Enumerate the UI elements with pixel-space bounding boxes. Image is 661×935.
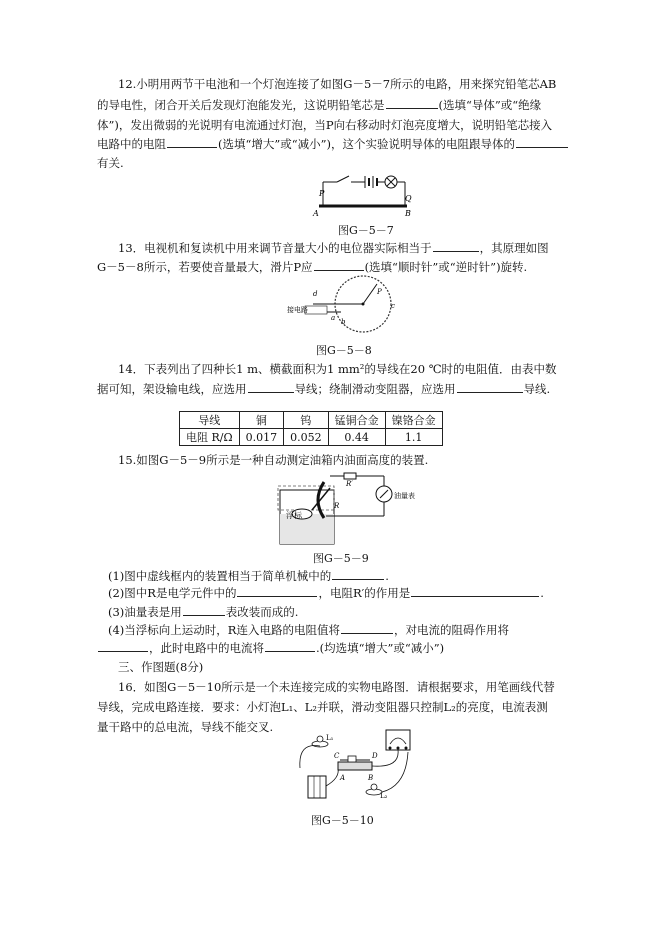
q15-blank2[interactable] bbox=[237, 585, 317, 597]
fig9-label-r1: R′ bbox=[346, 480, 353, 488]
section-heading: 三、作图题(8分) bbox=[118, 660, 204, 674]
q15-text: .(均选填“增大”或“减小”) bbox=[316, 641, 445, 655]
figure-caption: 图G－5－10 bbox=[311, 814, 374, 827]
table-cell: 电阻 R/Ω bbox=[180, 429, 240, 446]
q12-line4 bbox=[97, 136, 569, 152]
table-header: 导线 bbox=[180, 412, 240, 429]
q13-text: ，其原理如图 bbox=[479, 241, 549, 255]
q15-text: (3)油量表是用 bbox=[108, 605, 182, 619]
q16-line3: 量干路中的总电流，导线不能交叉. bbox=[97, 720, 274, 734]
fig10-label-l2: L₂ bbox=[380, 792, 388, 800]
q16-line1: 16．如图G－5－10所示是一个未连接完成的实物电路图．请根据要求，用笔画线代替 bbox=[118, 680, 555, 694]
q15-line1: 15.如图G－5－9所示是一种自动测定油箱内油面高度的装置. bbox=[118, 453, 429, 467]
q15-text: (4)当浮标向上运动时，R连入电路的电阻值将 bbox=[108, 623, 340, 637]
table-header-row bbox=[180, 412, 443, 429]
figure-caption: 图G－5－9 bbox=[313, 552, 369, 565]
figure-g5-9 bbox=[272, 470, 415, 548]
table-cell: 0.44 bbox=[328, 429, 385, 446]
q12-text: (选填“增大”或“减小”)，这个实验说明导体的电阻跟导体的 bbox=[218, 137, 515, 151]
q12-blank2[interactable] bbox=[167, 136, 217, 148]
fig8-label-d: d bbox=[313, 290, 318, 298]
fig8-label-a: a bbox=[331, 314, 336, 322]
fig8-label-c: c bbox=[391, 302, 395, 310]
figure-g5-7 bbox=[305, 166, 425, 222]
q13-text: G－5－8所示，若要使音量最大，滑片P应 bbox=[97, 260, 313, 274]
fig7-label-b: B bbox=[405, 209, 411, 218]
q15-blank3[interactable] bbox=[411, 585, 539, 597]
resistance-table bbox=[179, 411, 443, 446]
q12-blank3[interactable] bbox=[516, 136, 568, 148]
q12-line5: 有关. bbox=[97, 156, 124, 170]
q14-blank2[interactable] bbox=[457, 381, 523, 393]
q13-blank1[interactable] bbox=[433, 240, 479, 252]
q15-text: ，对电流的阻碍作用将 bbox=[393, 623, 509, 637]
q15-sub1 bbox=[108, 568, 389, 584]
q15-text: (2)图中R是电学元件中的 bbox=[108, 586, 237, 600]
q15-blank6[interactable] bbox=[98, 640, 148, 652]
table-header: 钨 bbox=[284, 412, 329, 429]
q15-blank5[interactable] bbox=[341, 622, 393, 634]
q14-line1: 14．下表列出了四种长1 m、横截面积为1 mm²的导线在20 ℃时的电阻值．由表中数 bbox=[118, 362, 557, 376]
fig8-label-p: P bbox=[377, 288, 382, 296]
q12-line2 bbox=[97, 97, 541, 113]
q12-text: 电路中的电阻 bbox=[97, 137, 166, 151]
q15-sub4 bbox=[108, 622, 509, 638]
figure-caption: 图G－5－7 bbox=[338, 224, 394, 237]
q15-blank1[interactable] bbox=[332, 568, 384, 580]
fig8-label-circuit: 接电路 bbox=[287, 306, 308, 314]
table-header: 锰铜合金 bbox=[328, 412, 385, 429]
fig7-label-q: Q bbox=[405, 194, 412, 203]
q15-blank4[interactable] bbox=[183, 604, 225, 616]
fig10-label-l1: L₁ bbox=[326, 734, 334, 742]
figure-g5-10 bbox=[290, 728, 420, 808]
q14-text: 导线. bbox=[523, 382, 551, 396]
fig9-label-float: 浮标 bbox=[286, 511, 302, 520]
q15-blank7[interactable] bbox=[265, 640, 315, 652]
q13-blank2[interactable] bbox=[314, 259, 364, 271]
fig7-label-a: A bbox=[313, 209, 319, 218]
q14-blank1[interactable] bbox=[248, 381, 294, 393]
q15-sub3 bbox=[108, 604, 298, 620]
q15-text: ，电阻R′的作用是 bbox=[318, 586, 411, 600]
fig10-label-c: C bbox=[334, 752, 340, 760]
q15-text: ，此时电路中的电流将 bbox=[149, 641, 264, 655]
table-row bbox=[180, 429, 443, 446]
q14-text: 据可知，架设输电线，应选用 bbox=[97, 382, 247, 396]
q16-line2: 导线，完成电路连接．要求：小灯泡L₁、L₂并联，滑动变阻器只控制L₂的亮度，电流表测 bbox=[97, 700, 548, 714]
table-cell: 0.017 bbox=[239, 429, 284, 446]
q12-text: 的导电性，闭合开关后发现灯泡能发光，这说明铅笔芯是 bbox=[97, 98, 385, 112]
q15-text: . bbox=[385, 569, 389, 583]
table-header: 镍铬合金 bbox=[385, 412, 442, 429]
fig9-label-r: R bbox=[334, 502, 340, 510]
fig10-label-d: D bbox=[372, 752, 378, 760]
q14-line2 bbox=[97, 381, 550, 397]
q13-text: 13．电视机和复读机中用来调节音量大小的电位器实际相当于 bbox=[118, 241, 432, 255]
fig10-label-b: B bbox=[368, 774, 374, 782]
q15-text: 表改装而成的. bbox=[225, 605, 299, 619]
table-header: 铜 bbox=[239, 412, 284, 429]
q15-sub4-cont bbox=[97, 640, 444, 656]
q12-line3: 体”)，发出微弱的光说明有电流通过灯泡，当P向右移动时灯泡亮度增大，说明铅笔芯接入 bbox=[97, 118, 553, 132]
q12-line1: 12.小明用两节干电池和一个灯泡连接了如图G－5－7所示的电路，用来探究铅笔芯AB bbox=[118, 77, 557, 91]
fig8-label-b: b bbox=[341, 318, 346, 326]
q15-sub2 bbox=[108, 585, 544, 601]
q15-text: (1)图中虚线框内的装置相当于简单机械中的 bbox=[108, 569, 332, 583]
q13-line1 bbox=[118, 240, 549, 256]
table-cell: 0.052 bbox=[284, 429, 329, 446]
q13-text: (选填“顺时针”或“逆时针”)旋转. bbox=[364, 260, 528, 274]
figure-g5-8 bbox=[285, 272, 405, 340]
q15-text: . bbox=[540, 586, 544, 600]
q12-text: (选填“导体”或“绝缘 bbox=[438, 98, 542, 112]
fig10-label-a: A bbox=[340, 774, 346, 782]
fig7-label-p: P bbox=[319, 189, 325, 198]
fig9-label-meter: 油量表 bbox=[394, 492, 415, 500]
table-cell: 1.1 bbox=[385, 429, 442, 446]
figure-caption: 图G－5－8 bbox=[316, 344, 372, 357]
q14-text: 导线；绕制滑动变阻器，应选用 bbox=[294, 382, 456, 396]
q12-blank1[interactable] bbox=[386, 97, 438, 109]
